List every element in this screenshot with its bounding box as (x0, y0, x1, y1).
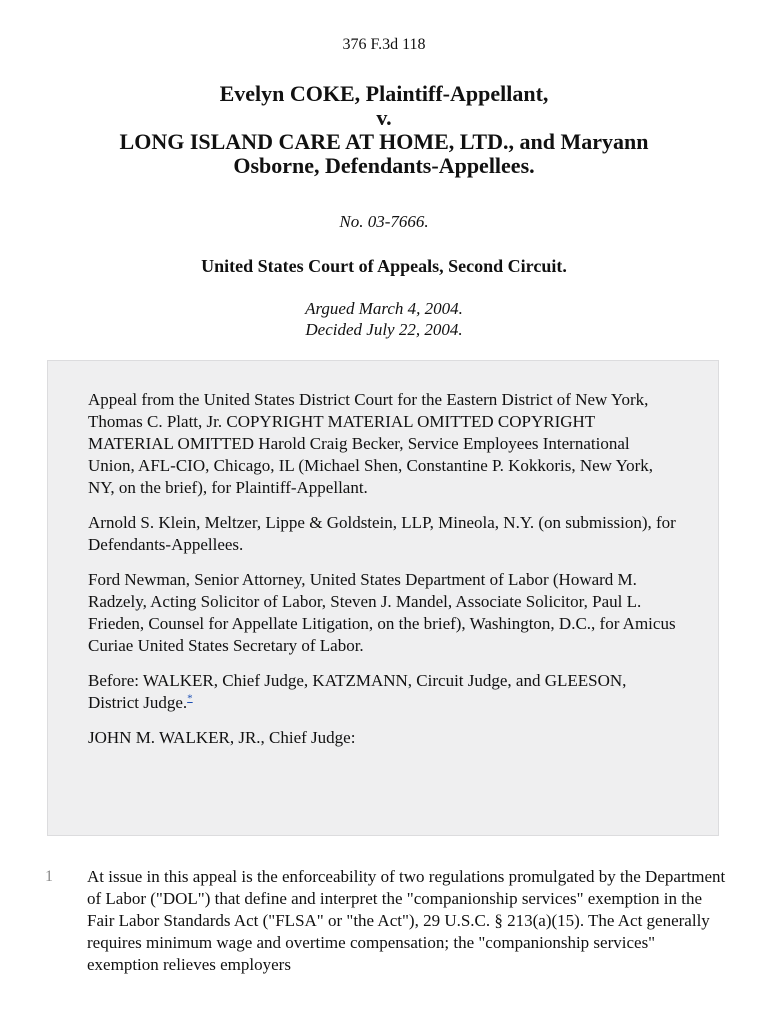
appeal-paragraph: Appeal from the United States District Court for the Eastern District of New York, Thomas C. Platt, Jr. COPYRIGHT MATERIAL OMITTED COPYRIGHT MATERIAL OMITTED Harold Craig Becker, Service Employees International Union, AFL-CIO, Chicago, IL (Michael Shen, Constantine P. Kokkoris, New York, NY, on the brief), for Plaintiff-Appellant. (88, 390, 654, 497)
caption-defendants-line1: LONG ISLAND CARE AT HOME, LTD., and Maryann (119, 129, 649, 154)
paragraph-number: 1 (45, 868, 53, 885)
syllabus-box (47, 360, 719, 836)
argued-date: Argued March 4, 2004. (305, 299, 463, 318)
opinion-author: JOHN M. WALKER, JR., Chief Judge: (88, 728, 356, 747)
amicus-counsel: Ford Newman, Senior Attorney, United States Department of Labor (Howard M. Radzely, Acting Solicitor of Labor, Steven J. Mandel, Associate Solicitor, Paul L. Frieden, Counsel for Appellate Litigation, on the brief), Washington, D.C., for Amicus Curiae United States Secretary of Labor. (88, 570, 676, 655)
caption-defendants-line2: Osborne, Defendants-Appellees. (233, 153, 535, 178)
decided-date: Decided July 22, 2004. (305, 320, 463, 339)
case-caption (40, 82, 728, 178)
caption-versus: v. (376, 105, 392, 130)
court-name: United States Court of Appeals, Second Circuit. (201, 256, 567, 276)
panel-paragraph (88, 670, 678, 714)
paragraph-text: At issue in this appeal is the enforceability of two regulations promulgated by the Department of Labor ("DOL") that define and interpret the "companionship services" exemption in the Fair Labor Standards Act ("FLSA" or "the Act"), 29 U.S.C. § 213(a)(15). The Act generally requires minimum wage and overtime compensation; the "companionship services" exemption relieves employers (87, 867, 726, 974)
case-dates (0, 298, 768, 340)
defendants-counsel: Arnold S. Klein, Meltzer, Lippe & Goldstein, LLP, Mineola, N.Y. (on submission), for Defendants-Appellees. (88, 513, 676, 554)
footnote-link[interactable]: * (187, 692, 193, 705)
panel-text: Before: WALKER, Chief Judge, KATZMANN, Circuit Judge, and GLEESON, District Judge. (88, 671, 627, 712)
reporter-citation: 376 F.3d 118 (342, 36, 426, 53)
docket-number: No. 03-7666. (339, 212, 429, 231)
caption-plaintiff: Evelyn COKE, Plaintiff-Appellant, (219, 81, 549, 106)
